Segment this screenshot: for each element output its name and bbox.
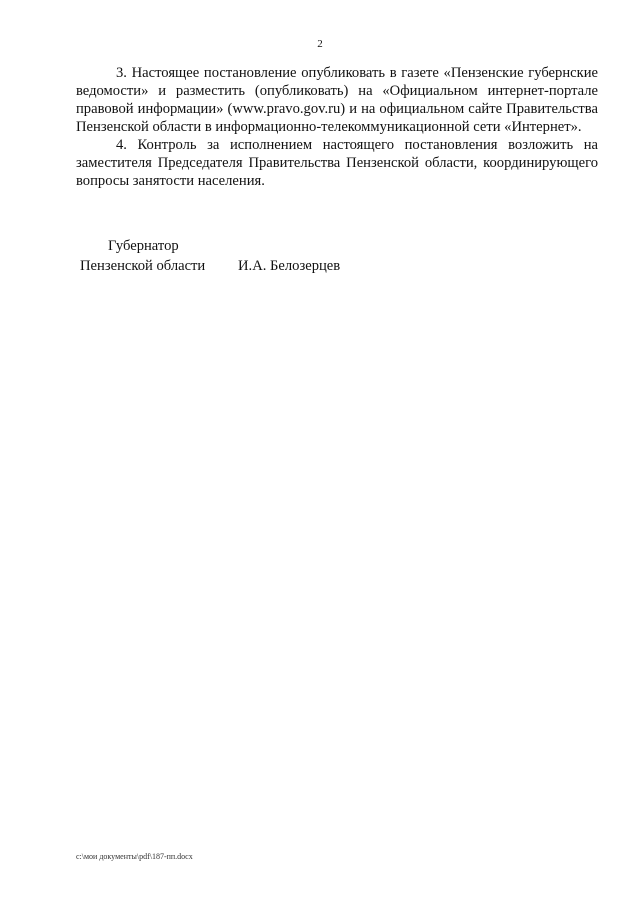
page-number: 2 <box>317 38 323 50</box>
footer-file-path: c:\мои документы\pdf\187-пп.docx <box>76 852 193 861</box>
signatory-name: И.А. Белозерцев <box>238 258 341 274</box>
signatory-title-line1: Губернатор <box>108 238 179 254</box>
signatory-title-line2: Пензенской области <box>80 258 206 274</box>
paragraph-4: 4. Контроль за исполнением настоящего постановления возложить на заместителя Председателя Правительства Пензенской области, координирующего вопросы занятости населения. <box>76 137 598 189</box>
document-body <box>76 64 598 190</box>
paragraph-3: 3. Настоящее постановление опубликовать в газете «Пензенские губернские ведомости» и разместить (опубликовать) на «Официальном интернет-портале правовой информации» (www.pravo.gov.ru) и на официальном сайте Правительства Пензенской области в информационно-телекоммуникационной сети «Интернет». <box>76 65 598 135</box>
